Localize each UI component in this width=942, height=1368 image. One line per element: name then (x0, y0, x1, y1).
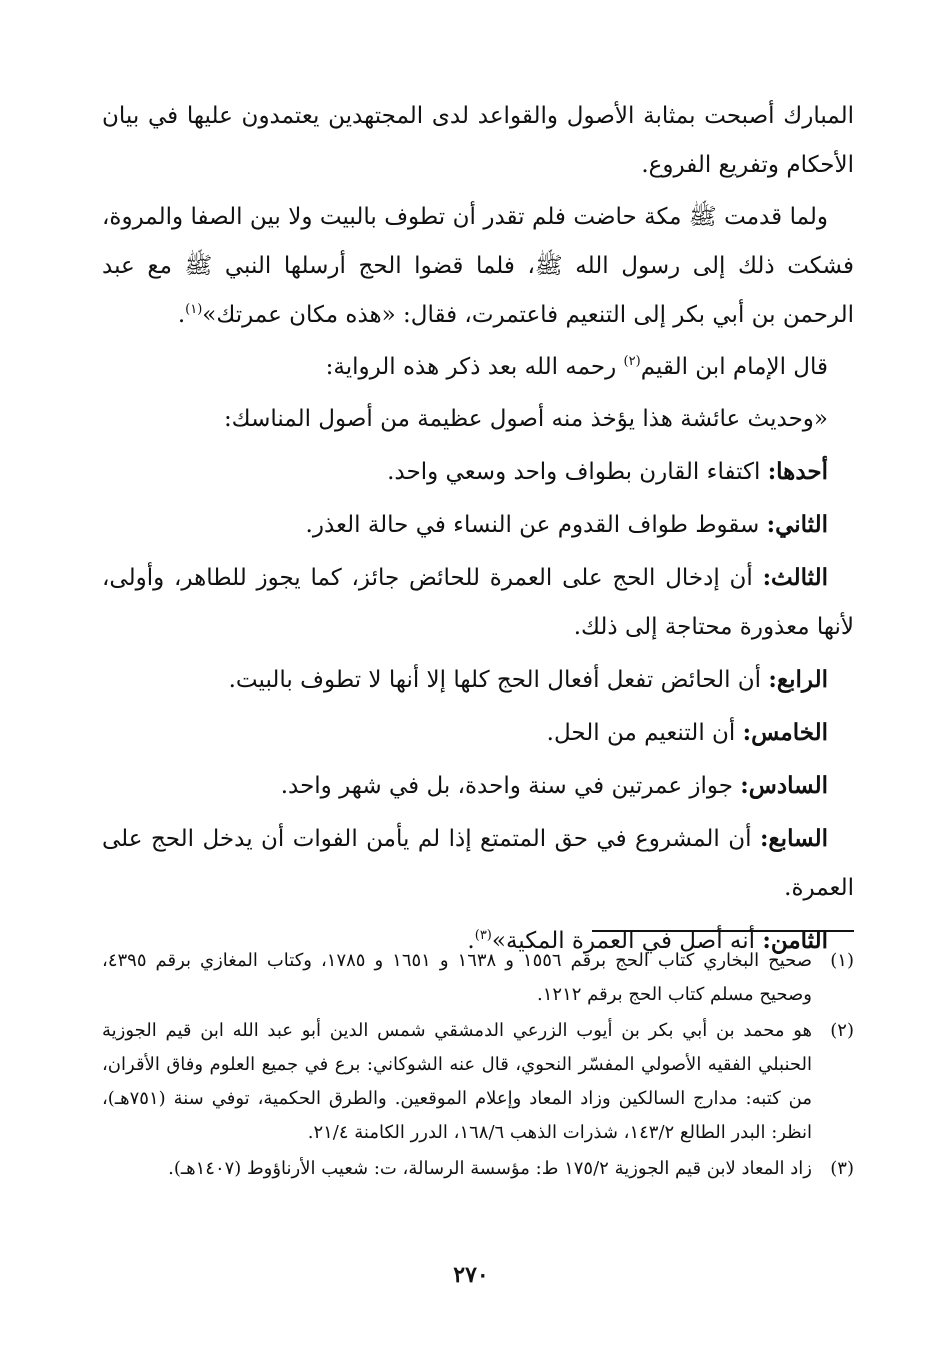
item-term: الثالث: (762, 564, 828, 591)
main-text (102, 92, 854, 966)
item-text: أن إدخال الحج على العمرة للحائض جائز، كما يجوز للطاهر، وأولى، لأنها معذورة محتاجة إلى ذلك. (102, 565, 854, 640)
list-item (102, 708, 854, 758)
list-item (102, 814, 854, 913)
item-text: أنه أصل في العمرة المكية» (491, 928, 763, 954)
footnote-text: زاد المعاد لابن قيم الجوزية ١٧٥/٢ ط: مؤسسة الرسالة، ت: شعيب الأرناؤوط (١٤٠٧هـ). (168, 1158, 812, 1179)
page-number: ٢٧٠ (453, 1262, 489, 1288)
item-term: الخامس: (742, 719, 828, 746)
paragraph-4: «وحديث عائشة هذا يؤخذ منه أصول عظيمة من أصول المناسك: (223, 406, 828, 432)
item-term: الرابع: (768, 666, 828, 693)
footnote (102, 1014, 854, 1150)
item-term: الثامن: (762, 927, 828, 954)
item-term: السادس: (740, 772, 828, 799)
list-item (102, 761, 854, 811)
footnote-number: (٣) (830, 1158, 854, 1179)
footnote-ref-2[interactable]: (٢) (623, 354, 641, 369)
footnote-divider (592, 930, 854, 932)
footnote-number: (١) (830, 950, 854, 971)
footnote (102, 1152, 854, 1186)
item-term: السابع: (759, 825, 828, 852)
list-item-last: الثامن: أنه أصل في العمرة المكية»$^{(٣)}$. (467, 927, 828, 954)
footnote-text: صحيح البخاري كتاب الحج برقم ١٥٥٦ و ١٦٣٨ و ١٦٥١ و ١٧٨٥، وكتاب المغازي برقم ٤٣٩٥، وصحيح مسلم كتاب الحج برقم ١٢١٢. (102, 950, 813, 1005)
list-item (102, 500, 854, 550)
footnote-ref-3[interactable]: (٣) (474, 928, 492, 943)
item-text: أن المشروع في حق المتمتع إذا لم يأمن الفوات أن يدخل الحج على العمرة. (102, 826, 854, 901)
paragraph-2: ولما قدمت ﷺ مكة حاضت فلم تقدر أن تطوف بالبيت ولا بين الصفا والمروة، فشكت ذلك إلى رسول الله ﷺ، فلما قضوا الحج أرسلها النبي ﷺ مع عبد الرحمن بن أبي بكر إلى التنعيم فاعتمرت، فقال: «هذه مكان عمرتك»$^{(١)}$. (102, 204, 854, 328)
paragraph-3: قال الإمام ابن القيم$^{(٢)}$ رحمه الله بعد ذكر هذه الرواية: (325, 354, 828, 380)
footnote-ref-1[interactable]: (١) (185, 302, 203, 317)
item-text: أن التنعيم من الحل. (546, 720, 743, 746)
item-term: الثاني: (766, 511, 828, 538)
item-text: أن الحائض تفعل أفعال الحج كلها إلا أنها لا تطوف بالبيت. (228, 667, 769, 693)
footnote-number: (٢) (830, 1020, 854, 1041)
paragraph-1: المبارك أصبحت بمثابة الأصول والقواعد لدى المجتهدين يعتمدون عليها في بيان الأحكام وتفريع الفروع. (102, 103, 854, 178)
footnote (102, 944, 854, 1012)
list-item (102, 553, 854, 652)
list-item (102, 655, 854, 705)
item-term: أحدها: (767, 458, 828, 485)
footnotes (102, 944, 854, 1188)
footnote-text: هو محمد بن أبي بكر بن أيوب الزرعي الدمشقي شمس الدين أبو عبد الله ابن قيم الجوزية الحنبلي الفقيه الأصولي المفسّر النحوي، قال عنه الشوكاني: برع في جميع العلوم وفاق الأقران، من كتبه: مدارج السالكين وزاد المعاد وإعلام الموقعين. والطرق الحكمية، توفي سنة (٧٥١هـ)، انظر: البدر الطالع ١٤٣/٢، شذرات الذهب ١٦٨/٦، الدرر الكامنة ٢١/٤. (102, 1020, 812, 1143)
item-text: اكتفاء القارن بطواف واحد وسعي واحد. (387, 459, 768, 485)
item-text: جواز عمرتين في سنة واحدة، بل في شهر واحد. (280, 773, 741, 799)
list-item (102, 447, 854, 497)
item-text: سقوط طواف القدوم عن النساء في حالة العذر. (305, 512, 767, 538)
